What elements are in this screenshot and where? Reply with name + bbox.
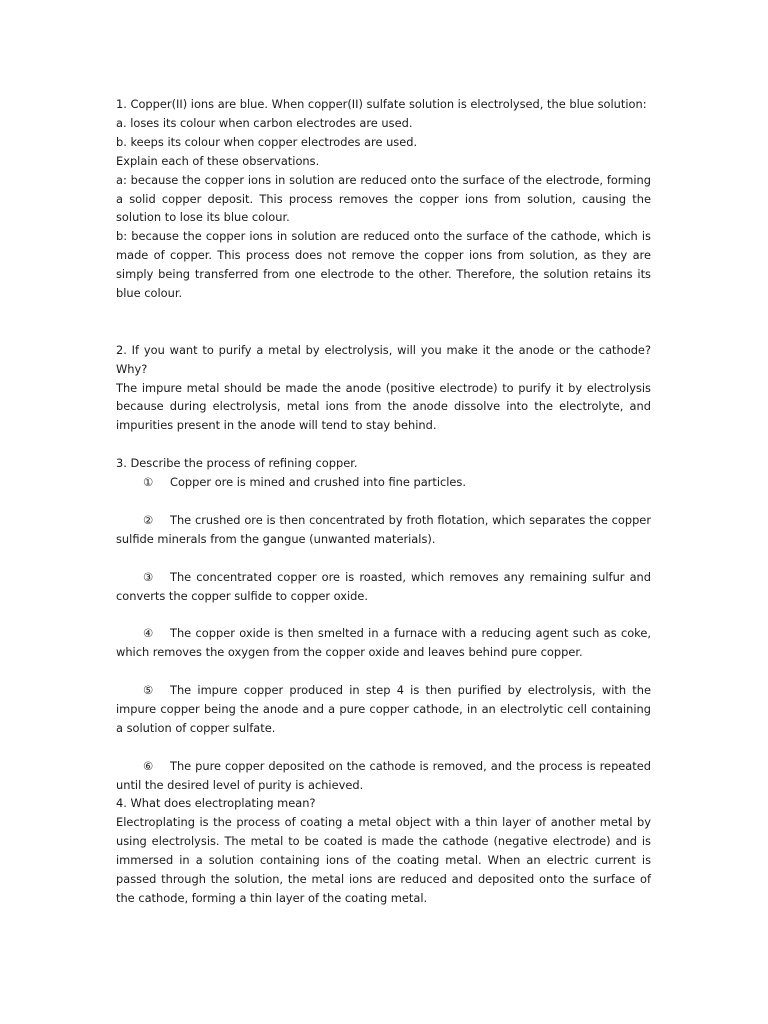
- step-number: ④: [143, 626, 154, 641]
- q1-answer-b: b: because the copper ions in solution are reduced onto the surface of the cathode, which is made of copper. This process does not remove the copper ions from solution, as they are simply being transferred from one electrode to the other. Therefore, the solution retains its blue colour.: [116, 229, 651, 301]
- q1-answer-a: a: because the copper ions in solution are reduced onto the surface of the electrode, forming a solid copper deposit. This process removes the copper ions from solution, causing the solution to lose its blue colour.: [116, 172, 651, 225]
- step-text: The impure copper produced in step 4 is then purified by electrolysis, with the impure copper being the anode and a pure copper cathode, in an electrolytic cell containing a solution of copper sulfate.: [116, 683, 651, 735]
- q2-question: 2. If you want to purify a metal by electrolysis, will you make it the anode or the cathode? Why?: [116, 342, 651, 376]
- step-number: ⑤: [143, 683, 154, 697]
- step-text: The concentrated copper ore is roasted, which removes any remaining sulfur and converts the copper sulfide to copper oxide.: [116, 569, 651, 603]
- q2-answer: The impure metal should be made the anode (positive electrode) to purify it by electrolysis because during electrolysis, metal ions from the anode dissolve into the electrolyte, and impurities present in the anode will tend to stay behind.: [116, 380, 651, 433]
- document-page: [116, 95, 651, 908]
- q3-step-4: [116, 624, 651, 662]
- q3-step-5: [116, 681, 651, 738]
- spacer: [116, 662, 651, 681]
- step-number: ①: [143, 475, 154, 490]
- spacer: [116, 303, 651, 341]
- step-number: ③: [143, 569, 154, 584]
- step-text: Copper ore is mined and crushed into fine particles.: [170, 475, 466, 490]
- q3-question: 3. Describe the process of refining copper.: [116, 456, 358, 471]
- q1-option-a: a. loses its colour when carbon electrodes are used.: [116, 115, 413, 130]
- q3-step-6: [116, 757, 651, 795]
- spacer: [116, 605, 651, 624]
- spacer: [116, 549, 651, 568]
- q1-question: 1. Copper(II) ions are blue. When copper(II) sulfate solution is electrolysed, the blue solution:: [116, 97, 647, 111]
- q4-answer: Electroplating is the process of coating a metal object with a thin layer of another metal by using electrolysis. The metal to be coated is made the cathode (negative electrode) and is immersed in a solution containing ions of the coating metal. When an electric current is passed through the solution, the metal ions are reduced and deposited onto the surface of the cathode, forming a thin layer of the coating metal.: [116, 815, 651, 905]
- step-text: The copper oxide is then smelted in a furnace with a reducing agent such as coke, which removes the oxygen from the copper oxide and leaves behind pure copper.: [116, 626, 651, 660]
- spacer: [116, 492, 651, 511]
- q1-option-b: b. keeps its colour when copper electrodes are used.: [116, 134, 418, 149]
- q3-step-3: [116, 568, 651, 606]
- spacer: [116, 435, 651, 454]
- q4-question: 4. What does electroplating mean?: [116, 796, 316, 811]
- q1-prompt: Explain each of these observations.: [116, 153, 320, 168]
- q3-step-2: [116, 511, 651, 549]
- q3-step-1: [116, 473, 651, 492]
- spacer: [116, 738, 651, 757]
- step-text: The crushed ore is then concentrated by froth flotation, which separates the copper sulfide minerals from the gangue (unwanted materials).: [116, 512, 651, 546]
- step-number: ⑥: [143, 758, 154, 773]
- step-text: The pure copper deposited on the cathode is removed, and the process is repeated until the desired level of purity is achieved.: [116, 758, 651, 792]
- step-number: ②: [143, 512, 154, 527]
